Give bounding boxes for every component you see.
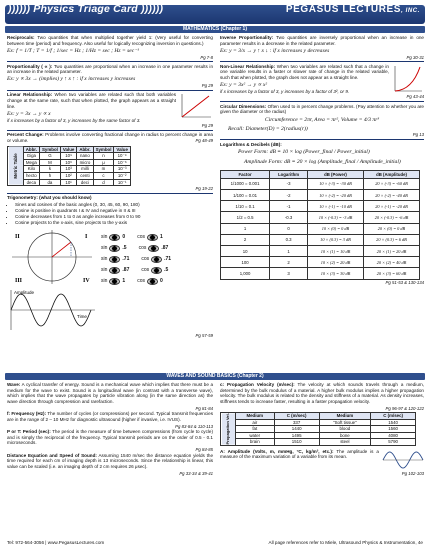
eye-icon — [109, 234, 120, 241]
period-block: P or T: Period (sec): The period is the measure of time between compressions (from cycle to cycle) and is simply the reciprocal of the frequency. Typical transmit periods are on the order of 0.5 - 0.1 microseconds. — [7, 429, 213, 446]
table-row: 1 0 10 × (0) = 0 dB 20 × (0) = 0 dB — [221, 223, 420, 234]
table-row: Giga G 10⁹ nano n 10⁻⁹ — [8, 153, 131, 160]
page-ref: Pg 102-103 — [401, 470, 424, 476]
section-header-math: MATHEMATICS (Chapter 1) — [5, 26, 425, 33]
propagation-table: Propagation Vel. Medium C (m/sec) Medium C (m/sec) air 337 "Soft tissue" 1540 fat 1440 blood 1560 water 1495 bone 4080 brain 1510 steel 5790 — [220, 412, 416, 446]
circular-block: Circular Dimensions: Often used to in percent change problems. (Pay attention to whether you are given the diameter or the radius) — [220, 103, 424, 115]
brand-logo: PEGASUS LECTURES, INC. — [285, 4, 420, 15]
circular-formula: Circumference = 2πr, Area = πr², Volume = 4/3 πr³ — [264, 116, 380, 123]
page-ref: Pg 81-84 — [195, 405, 213, 411]
nonlinear-graph-icon — [392, 64, 424, 94]
distance-block: Distance Equation and Speed of Sound: Assuming 1540 m/sec the distance equation yields the time required for each cm of imaging depth is 13 microseconds. Since the relationship is linear, this value can be scaled (i.e. an imaging depth of 2 cm requires 26 μsec). — [7, 452, 213, 469]
page-ref: Pg 29 — [201, 83, 213, 89]
eye-icon — [147, 278, 158, 285]
right-column — [220, 35, 424, 285]
page-ref: Pg 43-44 — [406, 94, 424, 100]
inverse-formula: Ex: y = 3/x → y ↑ x ↓ : if x increases y decreases — [220, 47, 330, 54]
table-row: 1/10 = 0.1 -1 10 × (-1) = -10 dB 20 × (-1) = -20 dB — [221, 201, 420, 212]
trig-row: sin .71 cos .71 — [101, 256, 172, 263]
metric-table: Metric Table Abbr. Symbol Value Abbr. Symbol Value Giga G 10⁹ nano n 10⁻⁹ Mega M 10⁶ micro μ 10⁻⁶ Kilo k 10³ milli m 10⁻³ hecto h 10² centi c 10⁻² deca da 10¹ deci d 10⁻¹ — [7, 146, 131, 187]
amplitude-formula: Amplitude Form: dB ≡ 20 × log (Amplitude_final / Amplitude_initial) — [244, 159, 401, 166]
logs-title: Logarithms & Decibels (dB): — [220, 141, 282, 147]
table-row: 10 1 10 × (1) = 10 dB 20 × (1) = 20 dB — [221, 246, 420, 257]
table-row: 1/2 = 0.5 -0.3 10 × (-0.3) = -3 dB 20 × (-0.3) = -6 dB — [221, 212, 420, 223]
proportionality-formula: Ex: y ∝ 3x → (implies) y ↑ x ↑ : if x increases y increases — [7, 76, 136, 83]
sine-wave-diagram — [7, 288, 97, 332]
page-ref: Pg 51-53 & 130-134 — [385, 279, 424, 285]
left-column — [7, 35, 213, 338]
amplitude-block: A: Amplitude (Volts, m, mmHg, °C, kg/m³, etc.): The amplitude is a measure of the maximum variation of a variable from its mean. — [220, 448, 379, 460]
table-row: air 337 "Soft tissue" 1540 — [221, 419, 416, 426]
trig-bullets: • Sines and cosines of the basic angles (0, 30, 45, 60, 90, 180) • Cosine is positive in quadrants I & IV and negative in II & III • Cosine decreases from 1 to 0 as angle increases from 0 to 90 • Cosine projects to the x-axis, sine projects to the y-axis — [15, 202, 213, 226]
inverse-block: Inverse Proportionality: Two quantities are inversely proportional when an increase in one parameter results in a decrease in the related parameter. — [220, 35, 424, 46]
linear-graph-icon — [179, 92, 213, 120]
reciprocals-block: Reciprocals: Two quantities that when multiplied together yield 1: (Very useful for converting between time (period) and frequency. Also useful for logically recognizing inversion in questions.) — [7, 35, 213, 46]
nonlinear-formula: Ex: y = 3x² → y ∝ x² — [220, 82, 267, 89]
trig-values — [101, 228, 213, 333]
trig-row: sin .5 cos .87 — [101, 245, 169, 252]
section-header-waves: WAVES AND SOUND BASICS (Chapter 2) — [5, 373, 425, 380]
eye-icon — [147, 234, 158, 241]
eye-icon — [109, 245, 120, 252]
page-ref: Pg 96-97 & 120-122 — [385, 405, 424, 411]
linear-note: if x increases by a factor of 3, y increases by the same factor of 3. — [7, 117, 141, 123]
quadrant-label: II — [15, 234, 20, 241]
quadrant-label: IV — [83, 278, 90, 285]
page-ref: Pg 13 — [412, 132, 424, 138]
quadrant-label: I — [85, 234, 88, 241]
eye-icon — [109, 256, 120, 263]
trig-row: sin 1 cos 0 — [101, 278, 163, 285]
reference-note: All page references refer to Miele, Ultrasound Physics & Instrumentation, 4e — [268, 540, 423, 545]
quadrant-label: III — [15, 278, 23, 285]
table-row: 1/100 = 0.01 -2 10 × (-2) = -20 dB 20 × (-2) = -40 dB — [221, 190, 420, 201]
eye-icon — [109, 267, 120, 274]
table-row: water 1495 bone 4080 — [221, 432, 416, 439]
percent-block: Percent Change: Problems involve converting fractional change in radius to percent change in area or volume. Pg 48-49 — [7, 132, 213, 143]
table-row: Mega M 10⁶ micro μ 10⁻⁶ — [8, 159, 131, 166]
trig-row: sin 0 cos 1 — [101, 234, 163, 241]
reciprocals-formula: Ex: f = 1/T ; T = 1/f ; 1/sec = Hz ; 1/Hz = sec ; Hz = sec⁻¹ — [7, 47, 139, 54]
page-ref: Pg 30-31 — [406, 54, 424, 60]
footer — [7, 540, 423, 546]
axis-label: Time — [77, 313, 87, 319]
table-row: 100 2 10 × (2) = 20 dB 20 × (2) = 40 dB — [221, 257, 420, 268]
contact-info: Tel: 972-564-3056 | www.PegasusLectures.com — [7, 540, 105, 545]
wave-block: Wave: A cyclical transfer of energy. Sound is a mechanical wave which implies that there must be a medium for the wave to exist. Sound is a longitudinal wave (in contrast with a transverse wave), which implies that the wave propagates by particle vibration along (in the same direction as) the wave direction through compression and rarefaction. — [7, 382, 213, 404]
table-row: Kilo k 10³ milli m 10⁻³ — [8, 166, 131, 173]
decibel-table: Factor Logarithm dB (Power) dB (Amplitude) 1/1000 = 0.001 -3 10 × (-3) = -30 dB 20 × (-3) = -60 dB 1/100 = 0.01 -2 10 × (-2) = -20 dB 20 × (-2) = -40 dB 1/10 = 0.1 -1 10 × (-1) = -10 dB 20 × (-1) = -20 dB 1/2 = 0.5 -0.3 10 × (-0.3) = -3 dB 20 × (-0.3) = -6 dB 1 0 10 × (0) = 0 dB 20 × (0) = 0 dB 2 0.3 10 × (0.3) = 3 dB 20 × (0.3) = 6 dB 10 1 10 × (1) = 10 dB 20 × (1) = 20 dB 100 2 10 × (2) = 20 dB 20 × (2) = 40 dB 1,000 3 10 × (3) = 30 dB 20 × (3) = 60 dB — [220, 170, 420, 280]
page-ref: Pg 29 — [201, 123, 213, 129]
table-row: deca da 10¹ deci d 10⁻¹ — [8, 179, 131, 186]
page-ref: Pg 19-22 — [195, 186, 213, 192]
eye-icon — [151, 256, 162, 263]
amplitude-wave-icon — [382, 449, 424, 471]
proportionality-block: Proportionality ( ∝ ): Two quantities are proportional when an increase in one parameter results in an increase in the related parameter. — [7, 63, 214, 75]
table-row: 2 0.3 10 × (0.3) = 3 dB 20 × (0.3) = 6 dB — [221, 234, 420, 245]
linear-block: Linear Relationship: When two variables are related such that both variables change at the same rate, such that when plotted, the graph appears as a straight line. — [7, 92, 176, 109]
table-row: 1/1000 = 0.001 -3 10 × (-3) = -30 dB 20 × (-3) = -60 dB — [221, 178, 420, 189]
nonlinear-block: Non-Linear Relationship: When two variables are related such that a change in one variable results in a faster or slower rate of change in the related variable, such that when plotted, the graph does not appear as a straight line. — [220, 63, 389, 80]
diameter-formula: Recall: Diameter(D) = 2(radius(r)) — [228, 125, 308, 132]
axis-label: Amplitude — [14, 289, 35, 295]
nonlinear-note: if x increases by a factor of 3, y increases by a factor of 3², or 9. — [220, 88, 350, 94]
page-ref: Pg 7-8 — [200, 54, 213, 60]
eye-icon — [109, 278, 120, 285]
linear-formula: Ex: y = 3x → y ∝ x — [7, 110, 51, 117]
unit-circle-diagram — [7, 228, 97, 286]
page-ref: Pg 57-59 — [195, 333, 213, 339]
table-row: 1,000 3 10 × (3) = 30 dB 20 × (3) = 60 dB — [221, 268, 420, 279]
page-ref: Pg 83-84 & 110-113 — [175, 423, 213, 429]
page-ref: Pg 84-85 — [195, 447, 213, 453]
page-ref: Pg 33-34 & 39-41 — [179, 470, 213, 476]
trig-row: sin .87 cos .5 — [101, 267, 169, 274]
propagation-table-label: Propagation Vel. — [221, 413, 236, 446]
table-row: hecto h 10² centi c 10⁻² — [8, 172, 131, 179]
card-title: )))))) Physics Triage Card )))))) — [8, 3, 164, 15]
eye-icon — [148, 245, 159, 252]
frequency-block: f: Frequency (Hz): The number of cycles (or compressions) per second. Typical transmit frequencies are in the range of 2 – 10 MHz for diagnostic ultrasound (higher if invasive, i.e. IVUS). — [7, 411, 214, 422]
power-formula: Power Form: dB ≡ 10 × log (Power_final / Power_initial) — [238, 149, 370, 156]
propagation-block: c: Propagation Velocity (m/sec): The velocity at which sounds travels through a medium, determined by the bulk modulus of a material. A higher bulk modulus implies a higher propagation velocity. The bulk modulus is related to the density and stiffness of a material. As density increases, stiffness tends to increase faster, resulting in a faster propagation velocity. — [220, 382, 424, 404]
metric-table-label: Metric Table — [8, 146, 24, 186]
waves-right-column — [220, 382, 424, 476]
eye-icon — [151, 267, 162, 274]
table-row: fat 1440 blood 1560 — [221, 426, 416, 433]
table-row: brain 1510 steel 5790 — [221, 439, 416, 446]
waves-left-column — [7, 382, 213, 476]
trig-title: Trigonometry: (what you should know) — [7, 195, 92, 201]
